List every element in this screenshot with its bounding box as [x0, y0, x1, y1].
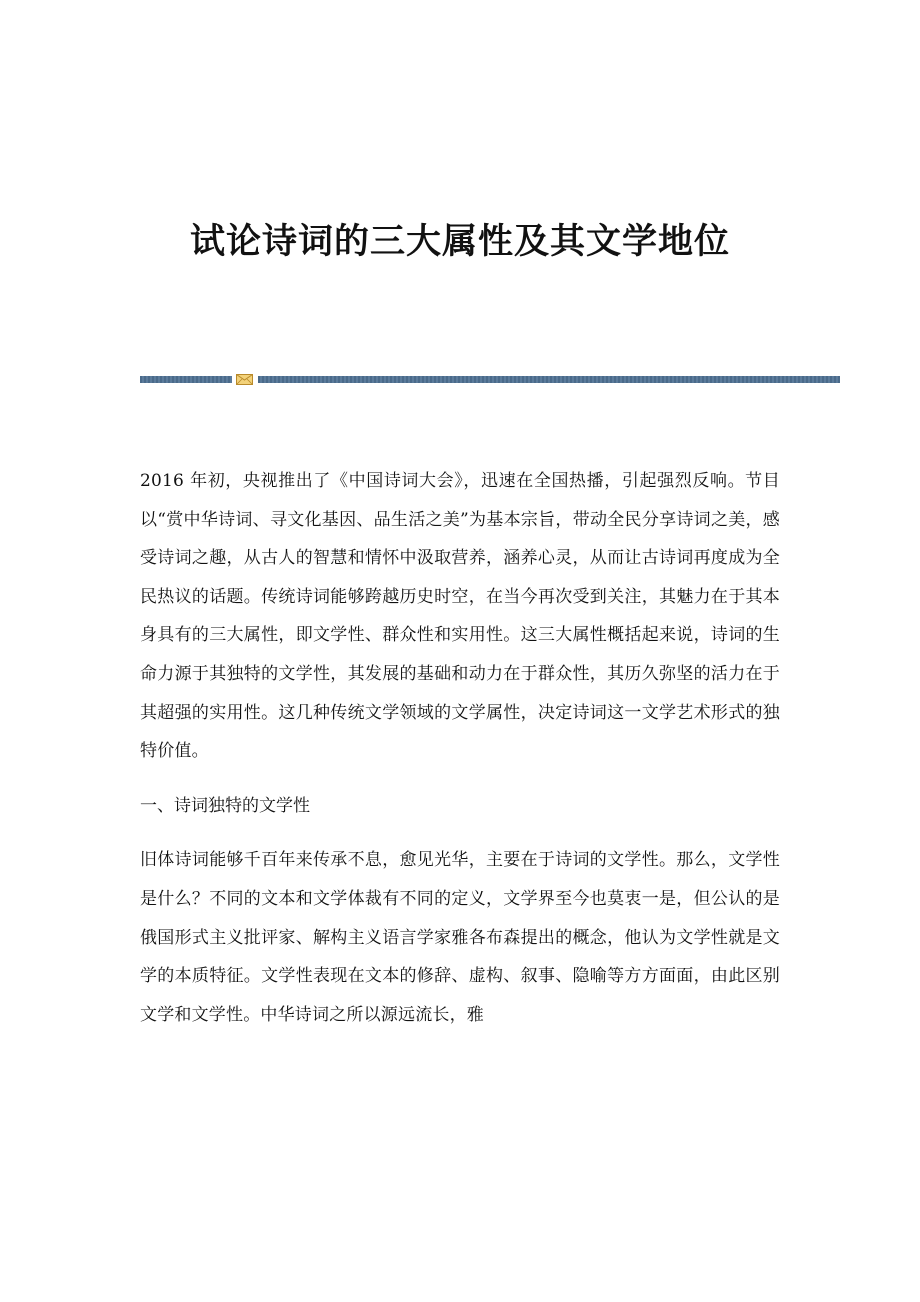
divider-bar-left: [140, 376, 232, 383]
title-divider: [140, 374, 840, 386]
page-title: 试论诗词的三大属性及其文学地位: [189, 221, 730, 262]
paragraph-intro: 2016 年初，央视推出了《中国诗词大会》，迅速在全国热播，引起强烈反响。节目以“赏中华诗词、寻文化基因、品生活之美”为基本宗旨，带动全民分享诗词之美，感受诗词之趣，从古人的智慧和情怀中汲取营养，涵养心灵，从而让古诗词再度成为全民热议的话题。传统诗词能够跨越历史时空，在当今再次受到关注，其魅力在于其本身具有的三大属性，即文学性、群众性和实用性。这三大属性概括起来说，诗词的生命力源于其独特的文学性，其发展的基础和动力在于群众性，其历久弥坚的活力在于其超强的实用性。这几种传统文学领域的文学属性，决定诗词这一文学艺术形式的独特价值。: [140, 471, 780, 762]
paragraph-section1: 旧体诗词能够千百年来传承不息，愈见光华，主要在于诗词的文学性。那么，文学性是什么？不同的文本和文学体裁有不同的定义，文学界至今也莫衷一是，但公认的是俄国形式主义批评家、解构主义语言学家雅各布森提出的概念，他认为文学性就是文学的本质特征。文学性表现在文本的修辞、虚构、叙事、隐喻等方方面面，由此区别文学和文学性。中华诗词之所以源远流长，雅: [140, 850, 780, 1025]
section-heading: 一、诗词独特的文学性: [140, 795, 310, 816]
document-body: [140, 462, 780, 1034]
divider-bar-right: [258, 376, 840, 383]
envelope-ornament-icon: [236, 374, 253, 385]
